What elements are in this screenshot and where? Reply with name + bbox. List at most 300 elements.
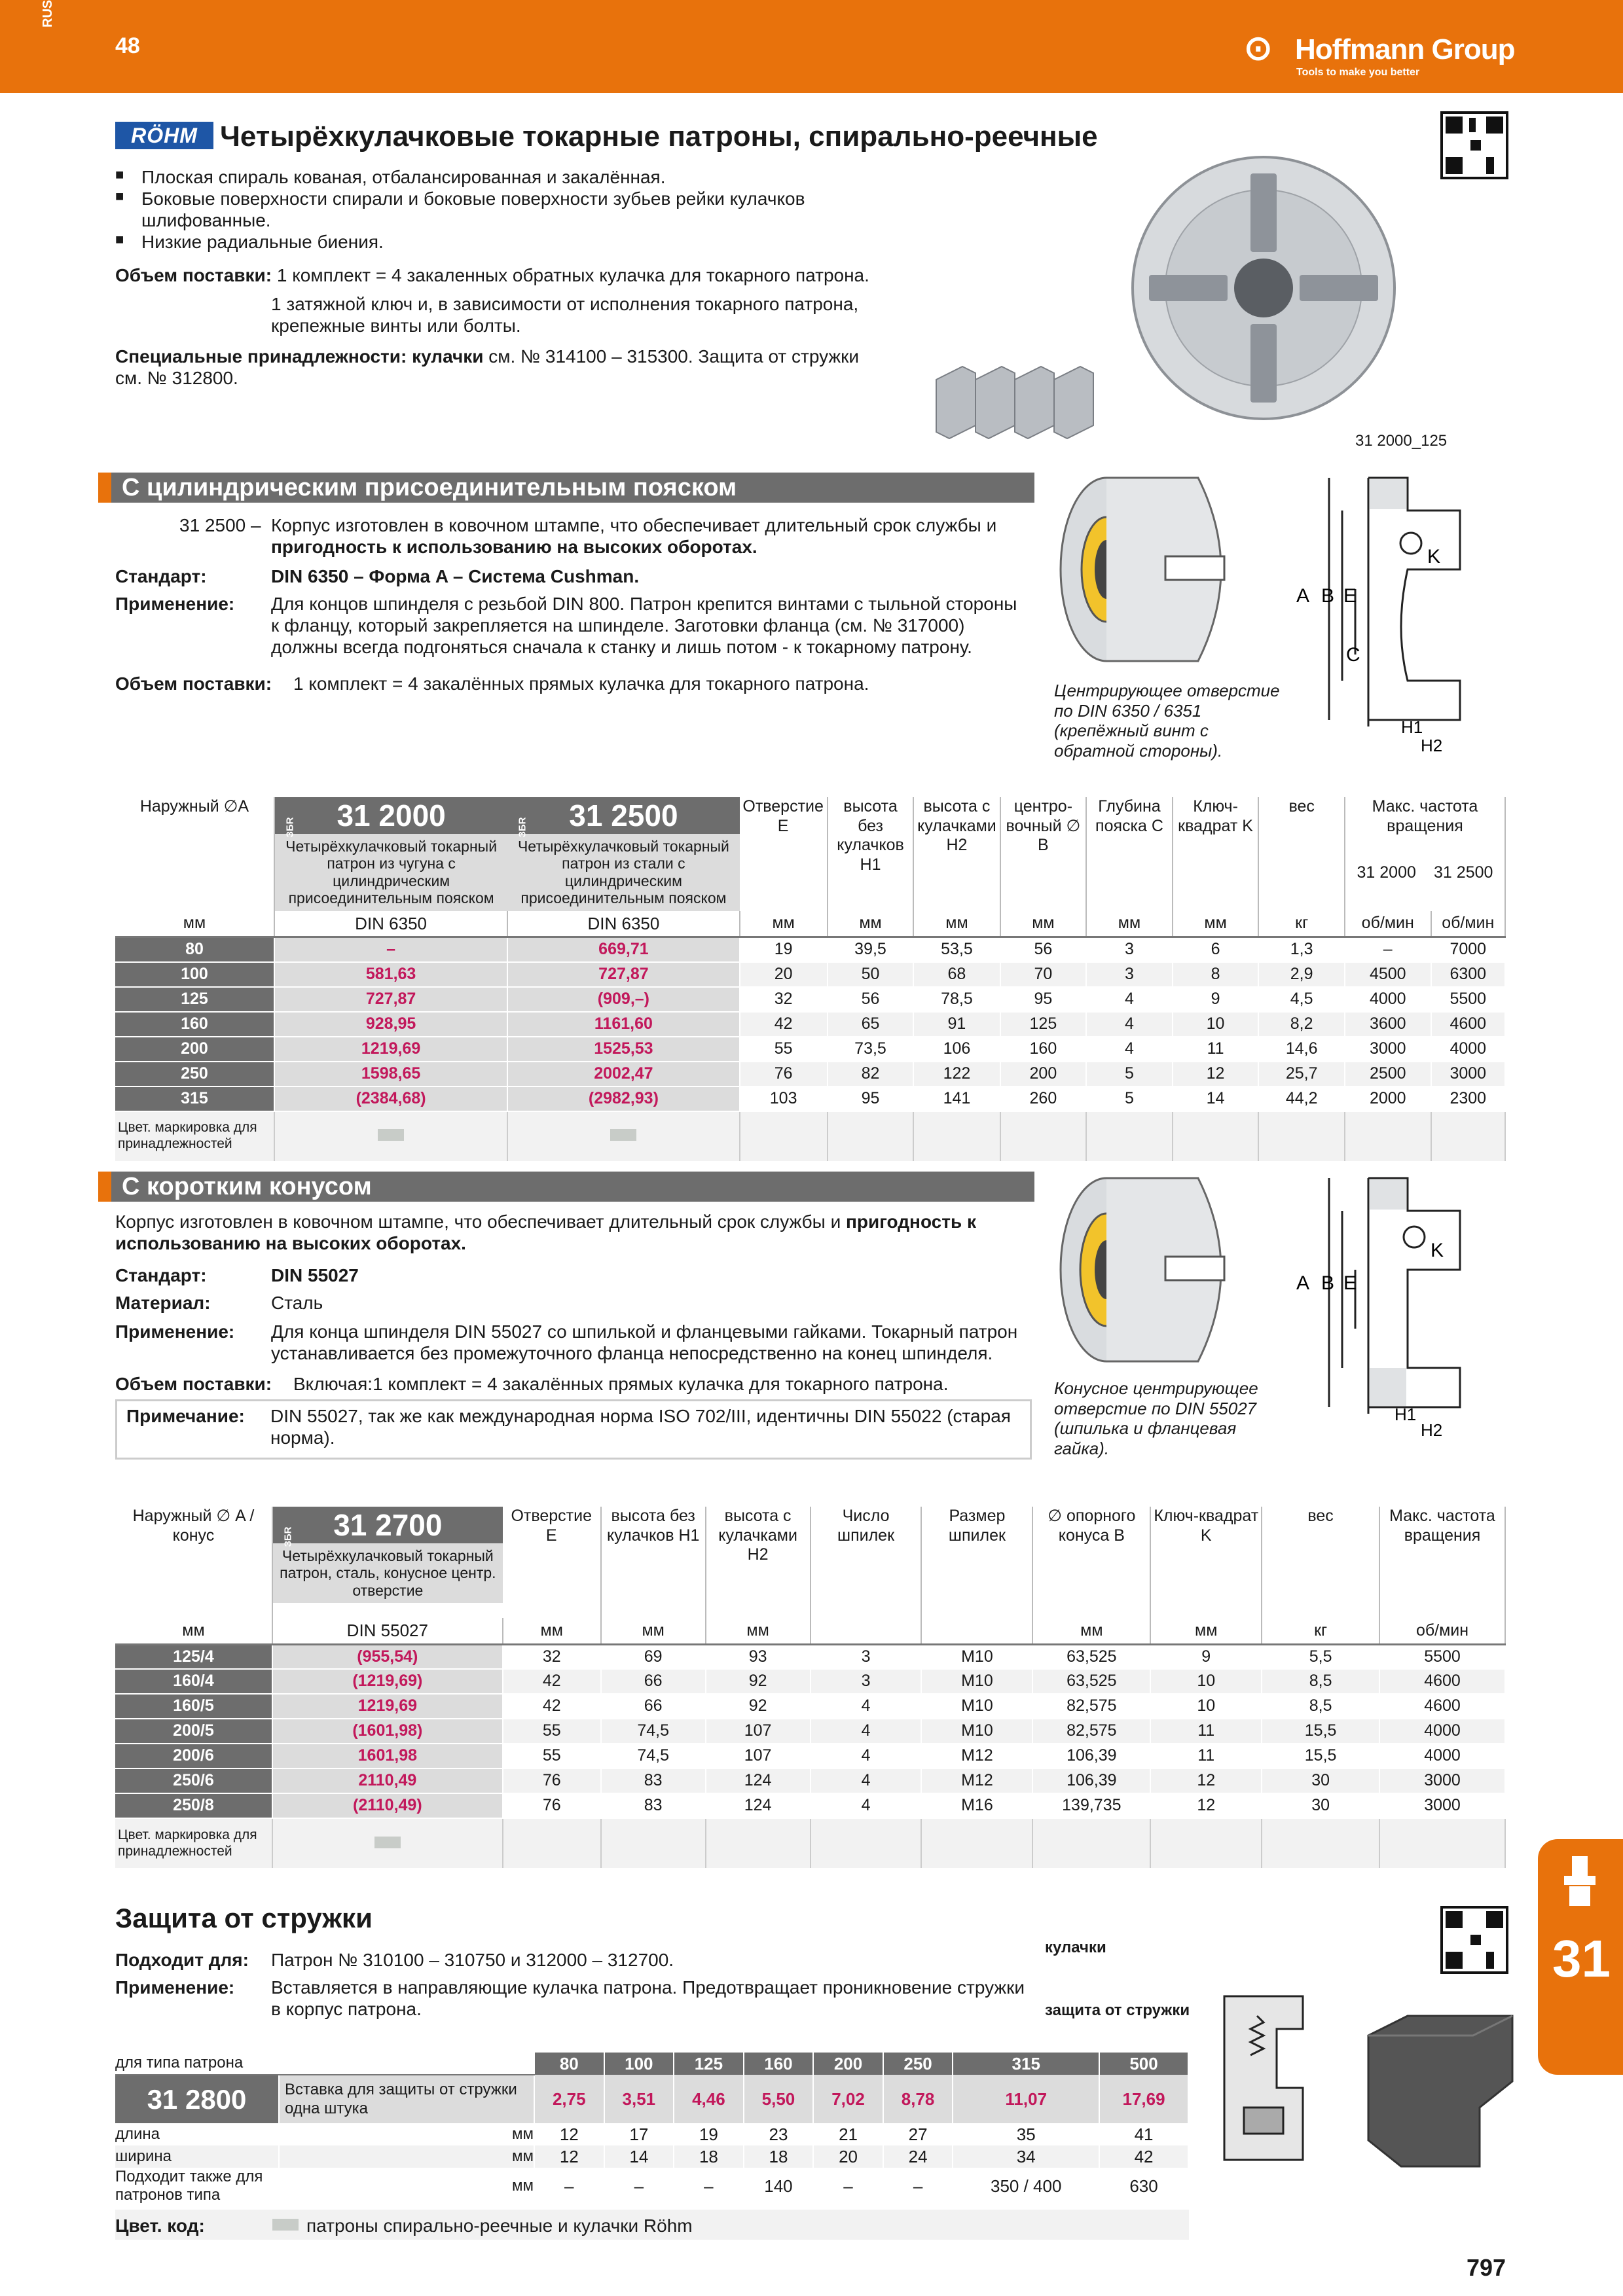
price-cell[interactable]: 727,87: [507, 962, 739, 987]
price-cell[interactable]: 1598,65: [274, 1062, 507, 1086]
price-cell[interactable]: –: [274, 937, 507, 962]
price-cell[interactable]: 727,87: [274, 987, 507, 1012]
hoffmann-logo[interactable]: [1244, 26, 1519, 79]
fits-value: Патрон № 310100 – 310750 и 312000 – 312700.: [271, 1950, 674, 1970]
dim-label-h1: H1: [1401, 717, 1423, 737]
app-value: Для конца шпинделя DIN 55027 со шпилькой и фланцевыми гайками. Токарный патрон устанавливается без промежуточного фланца непосредственно на конец шпинделя.: [271, 1321, 1018, 1364]
feature-list: [115, 166, 881, 253]
th-taper-diameter: ∅ опорного конуса B: [1032, 1507, 1150, 1618]
table-row: [115, 1012, 1505, 1037]
price-cell[interactable]: (2982,93): [507, 1086, 739, 1111]
table-row: [115, 987, 1505, 1012]
table-row: [115, 1062, 1505, 1086]
price-cell[interactable]: 1219,69: [272, 1694, 503, 1719]
value-cell: 107: [706, 1744, 811, 1768]
image-caption: 31 2000_125: [1355, 432, 1448, 450]
value-cell: 23: [744, 2123, 814, 2145]
unit: [811, 1618, 922, 1644]
rohm-logo: RÖHM: [115, 122, 213, 149]
color-swatch: [272, 1818, 503, 1868]
value-cell: 35: [953, 2123, 1099, 2145]
table-row: [115, 2168, 1188, 2205]
value-cell: 3000: [1431, 1062, 1505, 1086]
chuck-taper-drawing: [1290, 1172, 1532, 1440]
accessories-label: Специальные принадлежности:: [115, 346, 407, 367]
value-cell: 83: [601, 1793, 706, 1818]
table-row: [115, 1669, 1505, 1694]
type-col: 500: [1099, 2053, 1188, 2075]
value-cell: 4500: [1345, 962, 1431, 987]
chip-guard-drawing: [1218, 1990, 1355, 2166]
th-height-with-jaws: высота с кулачками H2: [913, 797, 1000, 911]
type-col: 250: [883, 2053, 953, 2075]
dim-label-a: A: [1296, 1272, 1310, 1294]
price: 5,50: [744, 2075, 814, 2123]
price-cell[interactable]: 1219,69: [274, 1037, 507, 1062]
dim-label-h2: H2: [1421, 1420, 1443, 1440]
intro-bold: пригодность к использованию на высоких оборотах.: [115, 1211, 976, 1254]
type-label: для типа патрона: [115, 2053, 534, 2075]
price-cell[interactable]: (1219,69): [272, 1669, 503, 1694]
value-cell: 8,5: [1262, 1669, 1379, 1694]
value-cell: 63,525: [1032, 1669, 1150, 1694]
price-cell[interactable]: 1601,98: [272, 1744, 503, 1768]
value-cell: 10: [1150, 1669, 1262, 1694]
value-cell: 95: [828, 1086, 914, 1111]
value-cell: 27: [883, 2123, 953, 2145]
table-row: [115, 1644, 1505, 1669]
th-height-without-jaws: высота без кулачков H1: [601, 1507, 706, 1618]
supply-value: 1 комплект = 4 закалённых прямых кулачка для токарного патрона.: [293, 673, 869, 694]
value-cell: 160: [1000, 1037, 1087, 1062]
price-cell[interactable]: (2384,68): [274, 1086, 507, 1111]
unit: мм: [706, 1618, 811, 1644]
color-marking-label: Цвет. маркировка для принадлежностей: [115, 1111, 274, 1161]
qr-code-icon[interactable]: [1440, 111, 1508, 179]
app-value: Для концов шпинделя с резьбой DIN 800. Патрон крепится винтами с тыльной стороны к фланцу, который закрепляется на шпинделе. Заготовки фланца (см. № 317000) должны всегда подгоняться сначала к станку и лишь потом - к токарному патрону.: [271, 594, 1017, 658]
value-cell: 139,735: [1032, 1793, 1150, 1818]
value-cell: 350 / 400: [953, 2168, 1099, 2205]
value-cell: –: [534, 2168, 604, 2205]
price-cell[interactable]: 928,95: [274, 1012, 507, 1037]
value-cell: 76: [503, 1768, 601, 1793]
table-row: [115, 2123, 1188, 2145]
value-cell: 68: [913, 962, 1000, 987]
unit: мм: [740, 911, 828, 937]
price: 17,69: [1099, 2075, 1188, 2123]
table-row: [115, 937, 1505, 962]
value-cell: 4: [811, 1793, 922, 1818]
value-cell: 4: [1086, 987, 1173, 1012]
fits-label: Подходит для:: [115, 1950, 249, 1970]
value-cell: 14: [1173, 1086, 1259, 1111]
value-cell: M10: [921, 1719, 1032, 1744]
chuck-taper-image: [1054, 1172, 1250, 1374]
dim-label-h1: H1: [1395, 1405, 1417, 1424]
color-swatch: [274, 1111, 507, 1161]
value-cell: 4: [811, 1694, 922, 1719]
size-cell: 200/5: [115, 1719, 272, 1744]
article-312800: 31 2800: [147, 2083, 247, 2115]
app-value: Вставляется в направляющие кулачка патрона. Предотвращает проникновение стружки в корпус патрона.: [271, 1977, 1025, 2020]
unit: мм: [1086, 911, 1173, 937]
value-cell: 4: [1086, 1037, 1173, 1062]
table-row: [115, 1768, 1505, 1793]
value-cell: M10: [921, 1694, 1032, 1719]
value-cell: 200: [1000, 1062, 1087, 1086]
value-cell: 4600: [1379, 1694, 1505, 1719]
value-cell: 8,5: [1262, 1694, 1379, 1719]
price-cell[interactable]: 669,71: [507, 937, 739, 962]
value-cell: 56: [1000, 937, 1087, 962]
chuck-key-icon: [1560, 1856, 1599, 1909]
value-cell: 122: [913, 1062, 1000, 1086]
value-cell: 18: [674, 2145, 744, 2168]
size-cell: 160/4: [115, 1669, 272, 1694]
supply-label: Объем поставки:: [115, 673, 272, 694]
value-cell: 106,39: [1032, 1744, 1150, 1768]
th-square-k: Ключ-квадрат K: [1173, 797, 1259, 911]
value-cell: 260: [1000, 1086, 1087, 1111]
value-cell: 4: [811, 1768, 922, 1793]
value-cell: 65: [828, 1012, 914, 1037]
article-312000: 31 2000: [337, 798, 446, 833]
price: 4,46: [674, 2075, 744, 2123]
price-cell[interactable]: (955,54): [272, 1644, 503, 1669]
value-cell: 12: [534, 2123, 604, 2145]
value-cell: 3000: [1345, 1037, 1431, 1062]
th-outer-diameter: Наружный ∅A: [115, 797, 274, 911]
feature-item: ■ Низкие радиальные биения.: [115, 231, 881, 253]
row-label: длина: [115, 2123, 279, 2145]
value-cell: 66: [601, 1669, 706, 1694]
article-312500: 31 2500: [569, 798, 678, 833]
value-cell: 30: [1262, 1793, 1379, 1818]
shop-code: ЗБR: [517, 817, 528, 838]
value-cell: 6: [1173, 937, 1259, 962]
table-row: [115, 1719, 1505, 1744]
size-cell: 200: [115, 1037, 274, 1062]
value-cell: 69: [601, 1644, 706, 1669]
price: 8,78: [883, 2075, 953, 2123]
value-cell: 15,5: [1262, 1719, 1379, 1744]
app-label: Применение:: [115, 1977, 235, 1998]
std-value: DIN 55027: [271, 1265, 359, 1285]
page-title: Четырёхкулачковые токарные патроны, спирально-реечные: [220, 120, 1098, 152]
value-cell: 55: [503, 1744, 601, 1768]
value-cell: 12: [1150, 1793, 1262, 1818]
supply-text-2: 1 затяжной ключ и, в зависимости от исполнения токарного патрона, крепежные винты или болты.: [271, 294, 859, 336]
price: 11,07: [953, 2075, 1099, 2123]
price: 3,51: [604, 2075, 674, 2123]
intro-article: 31 2500 –: [179, 515, 261, 535]
type-col: 200: [813, 2053, 883, 2075]
unit: кг: [1258, 911, 1345, 937]
std-label: Стандарт:: [115, 1265, 207, 1285]
value-cell: 5,5: [1262, 1644, 1379, 1669]
size-cell: 160: [115, 1012, 274, 1037]
th-weight: вес: [1258, 797, 1345, 911]
dim-label-b: B: [1321, 1272, 1335, 1294]
value-cell: 74,5: [601, 1719, 706, 1744]
row-unit: мм: [279, 2168, 534, 2205]
value-cell: 74,5: [601, 1744, 706, 1768]
value-cell: 4000: [1379, 1744, 1505, 1768]
note-label: Примечание:: [126, 1406, 245, 1426]
value-cell: 32: [503, 1644, 601, 1669]
standard-312000: DIN 6350: [274, 911, 507, 937]
value-cell: 25,7: [1258, 1062, 1345, 1086]
value-cell: 2,9: [1258, 962, 1345, 987]
price-cell[interactable]: 1161,60: [507, 1012, 739, 1037]
value-cell: 140: [744, 2168, 814, 2205]
value-cell: 4: [1086, 1012, 1173, 1037]
std-value: DIN 6350 – Форма A – Система Cushman.: [271, 566, 640, 586]
value-cell: 12: [1173, 1062, 1259, 1086]
value-cell: 6300: [1431, 962, 1505, 987]
price: 2,75: [534, 2075, 604, 2123]
th-stud-count: Число шпилек: [811, 1507, 922, 1618]
value-cell: 2300: [1431, 1086, 1505, 1111]
intro-text: [115, 1211, 1032, 1254]
value-cell: 39,5: [828, 937, 914, 962]
price-cell[interactable]: 2002,47: [507, 1062, 739, 1086]
value-cell: 34: [953, 2145, 1099, 2168]
row-unit: мм: [279, 2123, 534, 2145]
accessories-jaws: кулачки: [412, 346, 484, 367]
dim-label-k: K: [1431, 1240, 1444, 1261]
value-cell: 83: [601, 1768, 706, 1793]
price-cell[interactable]: 581,63: [274, 962, 507, 987]
value-cell: 42: [740, 1012, 828, 1037]
color-code-label: Цвет. код:: [115, 2215, 205, 2236]
value-cell: 55: [740, 1037, 828, 1062]
section1-details: [115, 514, 1032, 704]
value-cell: 76: [740, 1062, 828, 1086]
value-cell: 42: [503, 1694, 601, 1719]
unit: мм: [1000, 911, 1087, 937]
value-cell: 95: [1000, 987, 1087, 1012]
value-cell: 56: [828, 987, 914, 1012]
unit: мм: [115, 1618, 272, 1644]
article-number-312000[interactable]: [275, 797, 507, 838]
figure-label-chip-guard: защита от стружки: [1045, 2001, 1190, 2019]
value-cell: 8: [1173, 962, 1259, 987]
article-number-312500[interactable]: [507, 797, 739, 838]
value-cell: 11: [1173, 1037, 1259, 1062]
table-row: [115, 1744, 1505, 1768]
unit: [921, 1618, 1032, 1644]
value-cell: 78,5: [913, 987, 1000, 1012]
value-cell: 2500: [1345, 1062, 1431, 1086]
value-cell: 20: [813, 2145, 883, 2168]
value-cell: 10: [1173, 1012, 1259, 1037]
value-cell: 9: [1150, 1644, 1262, 1669]
value-cell: 93: [706, 1644, 811, 1669]
type-col: 160: [744, 2053, 814, 2075]
value-cell: –: [674, 2168, 744, 2205]
article-description: Четырёхкулачковый токарный патрон, сталь, конусное центр. отверстие: [273, 1543, 503, 1603]
section3-details: [115, 1949, 1032, 2028]
shop-code: ЗБR: [282, 1526, 294, 1547]
value-cell: 53,5: [913, 937, 1000, 962]
dim-label-b: B: [1321, 585, 1335, 607]
chip-guard-image: [1362, 2009, 1519, 2173]
jaws-image: [930, 340, 1126, 445]
article-description: Четырёхкулачковый токарный патрон из стали с цилиндрическим присоединительным пояском: [507, 834, 739, 911]
value-cell: 1,3: [1258, 937, 1345, 962]
material-label: Материал:: [115, 1293, 211, 1313]
value-cell: 92: [706, 1694, 811, 1719]
value-cell: 82: [828, 1062, 914, 1086]
unit: мм: [1032, 1618, 1150, 1644]
table-row: [115, 1694, 1505, 1719]
table-row: [115, 1793, 1505, 1818]
chuck-cylindrical-drawing: [1290, 471, 1532, 753]
table-row: [115, 2145, 1188, 2168]
unit: мм: [503, 1618, 601, 1644]
article-number-312800[interactable]: [115, 2075, 279, 2123]
supply-value: Включая:1 комплект = 4 закалённых прямых кулачка для токарного патрона.: [293, 1374, 949, 1394]
article-number-312700[interactable]: [273, 1507, 503, 1547]
table-taper-chucks: [115, 1507, 1506, 1868]
catalog-section-number: 48: [115, 33, 140, 58]
value-cell: 4000: [1431, 1037, 1505, 1062]
value-cell: 9: [1173, 987, 1259, 1012]
size-cell: 160/5: [115, 1694, 272, 1719]
value-cell: 50: [828, 962, 914, 987]
section-heading-cylindrical: С цилиндрическим присоединительным пояском: [98, 473, 1034, 503]
chapter-tab[interactable]: [1538, 1839, 1623, 2075]
supply-text: 1 комплект = 4 закаленных обратных кулачка для токарного патрона.: [276, 265, 869, 285]
size-cell: 250/8: [115, 1793, 272, 1818]
value-cell: 18: [744, 2145, 814, 2168]
value-cell: 141: [913, 1086, 1000, 1111]
article-312700: 31 2700: [333, 1508, 443, 1542]
price: 7,02: [813, 2075, 883, 2123]
intro-bold: пригодность к использованию на высоких оборотах.: [271, 537, 757, 558]
value-cell: –: [813, 2168, 883, 2205]
value-cell: 42: [1099, 2145, 1188, 2168]
size-cell: 200/6: [115, 1744, 272, 1768]
value-cell: 2000: [1345, 1086, 1431, 1111]
value-cell: 4: [811, 1744, 922, 1768]
standard-312700: DIN 55027: [272, 1618, 503, 1644]
unit: об/мин: [1345, 911, 1431, 937]
value-cell: 14,6: [1258, 1037, 1345, 1062]
logo-mark-icon: ⊙: [1244, 29, 1273, 67]
app-label: Применение:: [115, 1321, 235, 1342]
type-col: 100: [604, 2053, 674, 2075]
dim-label-a: A: [1296, 585, 1310, 607]
chuck-image: [1126, 147, 1401, 429]
type-col: 125: [674, 2053, 744, 2075]
price-cell[interactable]: (2110,49): [272, 1793, 503, 1818]
article-description: Четырёхкулачковый токарный патрон из чугуна с цилиндрическим присоединительным пояском: [275, 834, 507, 911]
accessories-block: [115, 346, 888, 389]
note-box: [115, 1399, 1032, 1460]
th-max-rpm: Макс. частота вращения: [1379, 1507, 1505, 1618]
th-centering-b: центро-вочный ∅ B: [1000, 797, 1087, 911]
value-cell: 66: [601, 1694, 706, 1719]
type-col: 315: [953, 2053, 1099, 2075]
value-cell: 19: [674, 2123, 744, 2145]
material-value: Сталь: [271, 1293, 323, 1313]
value-cell: M12: [921, 1744, 1032, 1768]
value-cell: 12: [534, 2145, 604, 2168]
figure-caption-2: Конусное центрирующее отверстие по DIN 55027 (шпилька и фланцевая гайка).: [1054, 1378, 1258, 1459]
th-max-rpm-label: Макс. частота вращения: [1372, 797, 1478, 835]
value-cell: 24: [883, 2145, 953, 2168]
unit: мм: [115, 911, 274, 937]
value-cell: 70: [1000, 962, 1087, 987]
value-cell: 125: [1000, 1012, 1087, 1037]
value-cell: 124: [706, 1793, 811, 1818]
unit: мм: [601, 1618, 706, 1644]
unit: об/мин: [1379, 1618, 1505, 1644]
table-row: [115, 962, 1505, 987]
value-cell: 15,5: [1262, 1744, 1379, 1768]
value-cell: 3000: [1379, 1768, 1505, 1793]
dim-label-h2: H2: [1421, 736, 1443, 753]
size-cell: 250/6: [115, 1768, 272, 1793]
standard-312500: DIN 6350: [507, 911, 739, 937]
value-cell: 12: [1150, 1768, 1262, 1793]
value-cell: 106: [913, 1037, 1000, 1062]
value-cell: 11: [1150, 1744, 1262, 1768]
figure-label-jaws: кулачки: [1045, 1939, 1106, 1956]
table-row: [115, 1037, 1505, 1062]
qr-code-icon[interactable]: [1440, 1906, 1508, 1974]
value-cell: 10: [1150, 1694, 1262, 1719]
value-cell: 17: [604, 2123, 674, 2145]
value-cell: 5500: [1379, 1644, 1505, 1669]
rpm-sub-312000: 31 2000: [1357, 863, 1416, 882]
price-cell[interactable]: 1525,53: [507, 1037, 739, 1062]
value-cell: 73,5: [828, 1037, 914, 1062]
language-code: RUS: [41, 0, 55, 27]
page-number: 797: [1467, 2254, 1506, 2281]
value-cell: 4600: [1379, 1669, 1505, 1694]
value-cell: 76: [503, 1793, 601, 1818]
table-row: [115, 1086, 1505, 1111]
th-max-rpm: [1345, 797, 1505, 911]
th-outer-diameter-taper: Наружный ∅ A / конус: [115, 1507, 272, 1618]
value-cell: M12: [921, 1768, 1032, 1793]
unit: мм: [828, 911, 914, 937]
value-cell: 42: [503, 1669, 601, 1694]
type-col: 80: [534, 2053, 604, 2075]
intro-plain: Корпус изготовлен в ковочном штампе, что обеспечивает длительный срок службы и: [271, 515, 997, 535]
value-cell: 41: [1099, 2123, 1188, 2145]
price-cell[interactable]: (909,–): [507, 987, 739, 1012]
value-cell: 3: [1086, 937, 1173, 962]
value-cell: 4: [811, 1719, 922, 1744]
value-cell: 5: [1086, 1062, 1173, 1086]
size-cell: 250: [115, 1062, 274, 1086]
feature-item: ■ Боковые поверхности спирали и боковые поверхности зубьев рейки кулачков шлифованные.: [115, 188, 881, 231]
value-cell: 3000: [1379, 1793, 1505, 1818]
value-cell: 103: [740, 1086, 828, 1111]
value-cell: 82,575: [1032, 1719, 1150, 1744]
value-cell: M16: [921, 1793, 1032, 1818]
value-cell: 14: [604, 2145, 674, 2168]
value-cell: M10: [921, 1669, 1032, 1694]
price-cell[interactable]: (1601,98): [272, 1719, 503, 1744]
unit: мм: [913, 911, 1000, 937]
dim-label-c: C: [1346, 644, 1360, 666]
price-cell[interactable]: 2110,49: [272, 1768, 503, 1793]
